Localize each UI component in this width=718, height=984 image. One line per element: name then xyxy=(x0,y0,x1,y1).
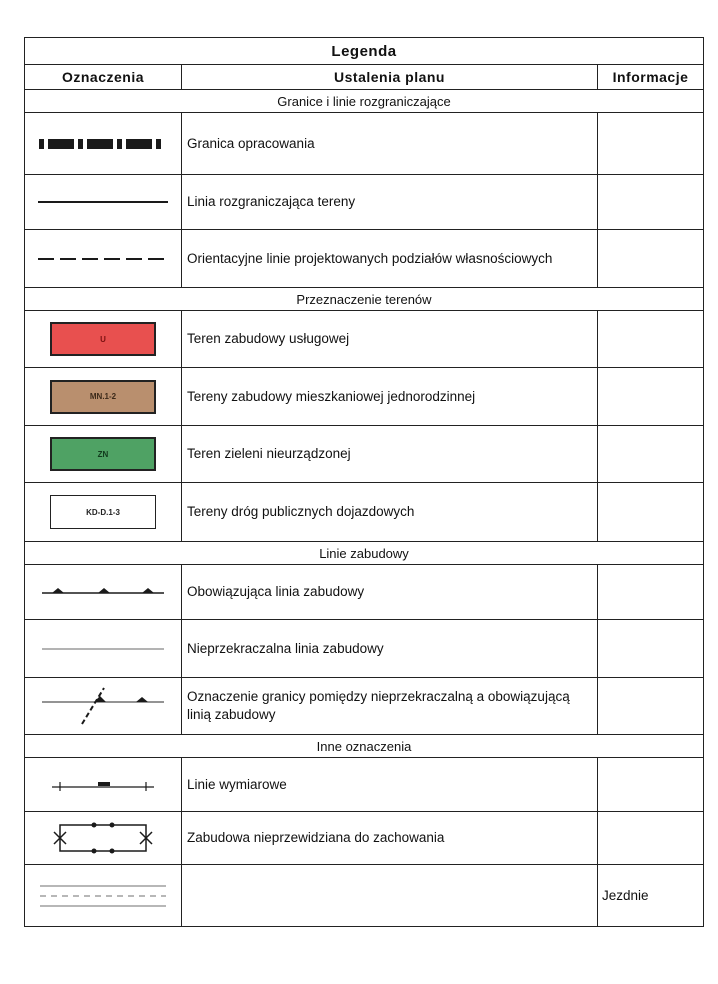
row-info xyxy=(598,230,704,288)
row-description xyxy=(182,865,598,927)
section-linie-zabudowy: Linie zabudowy xyxy=(25,542,704,565)
roadway-symbol-icon xyxy=(38,883,168,909)
swatch-label: U xyxy=(100,334,106,344)
legend-row xyxy=(25,620,704,678)
symbol-cell xyxy=(25,678,182,735)
row-info xyxy=(598,620,704,678)
symbol-cell xyxy=(25,812,182,865)
legend-row xyxy=(25,368,704,426)
symbol-cell xyxy=(25,483,182,542)
row-description: Nieprzekraczalna linia zabudowy xyxy=(182,620,598,678)
legend-title-row xyxy=(25,38,704,65)
row-description: Linie wymiarowe xyxy=(182,758,598,812)
symbol-cell xyxy=(25,175,182,230)
legend-row xyxy=(25,426,704,483)
section-inne: Inne oznaczenia xyxy=(25,735,704,758)
swatch-u xyxy=(50,322,156,356)
symbol-cell xyxy=(25,865,182,927)
header-row xyxy=(25,65,704,90)
row-info xyxy=(598,812,704,865)
symbol-cell xyxy=(25,426,182,483)
legend-row xyxy=(25,311,704,368)
symbol-cell xyxy=(25,565,182,620)
section-row xyxy=(25,542,704,565)
row-info xyxy=(598,678,704,735)
row-description: Tereny zabudowy mieszkaniowej jednorodzinnej xyxy=(182,368,598,426)
row-description: Teren zieleni nieurządzonej xyxy=(182,426,598,483)
swatch-mn xyxy=(50,380,156,414)
header-oznaczenia: Oznaczenia xyxy=(25,65,182,90)
dimension-line-icon xyxy=(38,778,168,792)
symbol-cell xyxy=(25,230,182,288)
row-description: Orientacyjne linie projektowanych podziałów własnościowych xyxy=(182,230,598,288)
row-info-jezdnie: Jezdnie xyxy=(598,865,704,927)
dashed-line-icon xyxy=(38,256,168,262)
row-description: Teren zabudowy usługowej xyxy=(182,311,598,368)
row-info xyxy=(598,565,704,620)
building-to-remove-icon xyxy=(38,817,168,859)
legend-row xyxy=(25,865,704,927)
non-exceedable-building-line-icon xyxy=(38,646,168,652)
swatch-label: KD-D.1-3 xyxy=(86,507,120,517)
line-boundary-marker-icon xyxy=(38,684,168,728)
row-info xyxy=(598,175,704,230)
row-info xyxy=(598,758,704,812)
legend-table xyxy=(24,37,704,927)
swatch-kd xyxy=(50,495,156,529)
legend-row xyxy=(25,113,704,175)
symbol-cell xyxy=(25,758,182,812)
legend-title: Legenda xyxy=(25,38,704,65)
legend-row xyxy=(25,678,704,735)
symbol-cell xyxy=(25,368,182,426)
legend-row xyxy=(25,758,704,812)
legend-row xyxy=(25,483,704,542)
header-informacje: Informacje xyxy=(598,65,704,90)
row-description: Obowiązująca linia zabudowy xyxy=(182,565,598,620)
section-row xyxy=(25,90,704,113)
row-info xyxy=(598,113,704,175)
row-description: Oznaczenie granicy pomiędzy nieprzekraczalną a obowiązującą linią zabudowy xyxy=(182,678,598,735)
study-boundary-symbol-icon xyxy=(38,138,168,150)
section-row xyxy=(25,288,704,311)
row-info xyxy=(598,368,704,426)
symbol-cell xyxy=(25,113,182,175)
legend-row xyxy=(25,565,704,620)
symbol-cell xyxy=(25,311,182,368)
row-info xyxy=(598,311,704,368)
swatch-label: MN.1-2 xyxy=(89,392,117,401)
swatch-zn xyxy=(50,437,156,471)
legend-row xyxy=(25,812,704,865)
legend-row xyxy=(25,175,704,230)
mandatory-building-line-icon xyxy=(38,586,168,598)
row-info xyxy=(598,426,704,483)
header-ustalenia: Ustalenia planu xyxy=(182,65,598,90)
section-row xyxy=(25,735,704,758)
row-description: Granica opracowania xyxy=(182,113,598,175)
swatch-label: ZN xyxy=(97,449,109,459)
row-description: Linia rozgraniczająca tereny xyxy=(182,175,598,230)
solid-line-icon xyxy=(38,199,168,205)
row-description: Zabudowa nieprzewidziana do zachowania xyxy=(182,812,598,865)
section-przeznaczenie: Przeznaczenie terenów xyxy=(25,288,704,311)
legend-row xyxy=(25,230,704,288)
row-description: Tereny dróg publicznych dojazdowych xyxy=(182,483,598,542)
section-granice: Granice i linie rozgraniczające xyxy=(25,90,704,113)
row-info xyxy=(598,483,704,542)
symbol-cell xyxy=(25,620,182,678)
